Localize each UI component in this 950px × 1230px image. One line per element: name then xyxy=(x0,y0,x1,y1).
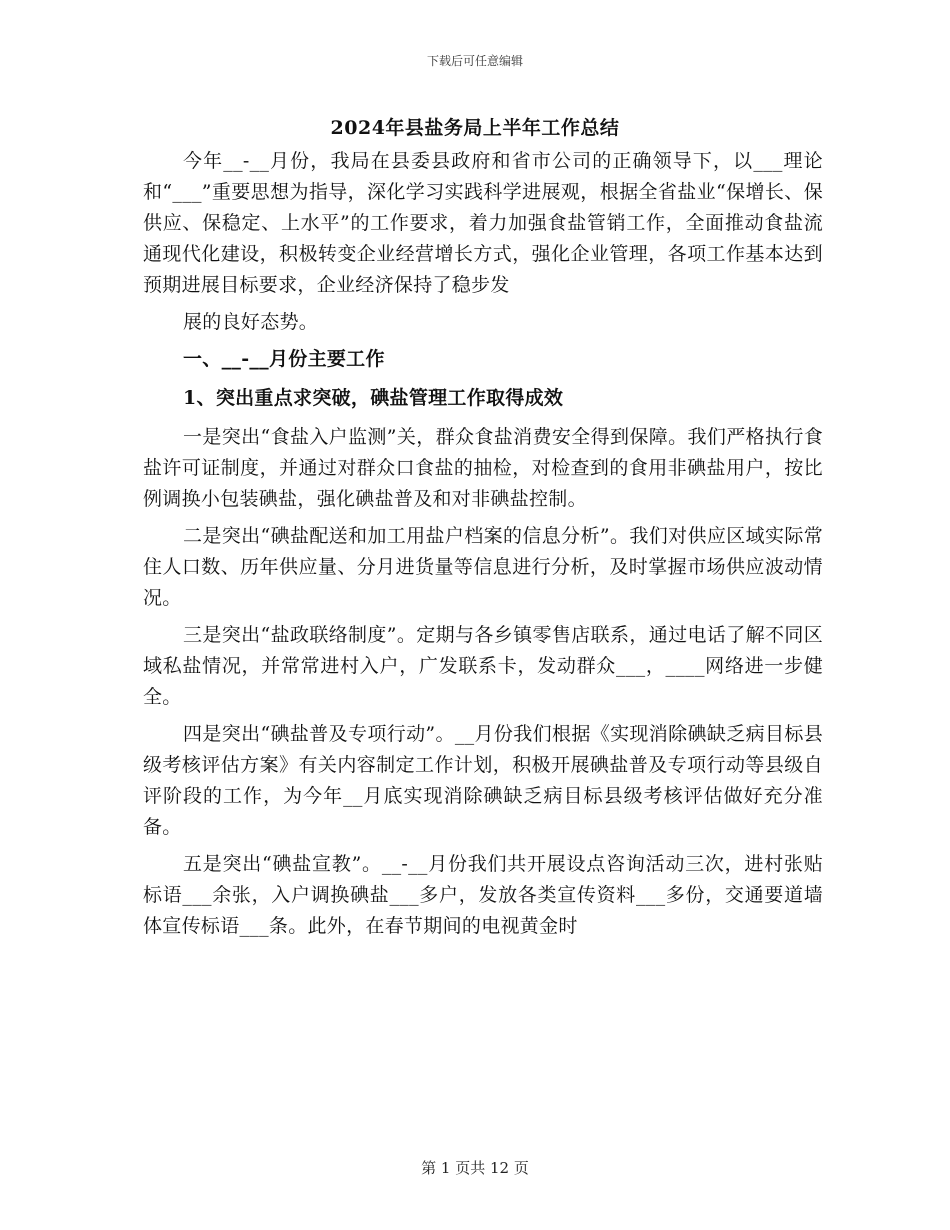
paragraph-item-3: 三是突出“盐政联络制度”。定期与各乡镇零售店联系，通过电话了解不同区域私盐情况，并常常进村入户，广发联系卡，发动群众___，____网络进一步健全。 xyxy=(143,624,823,708)
page-number-footer: 第 1 页共 12 页 xyxy=(421,1159,529,1177)
paragraph-intro-continued: 展的良好态势。 xyxy=(183,311,319,333)
section-heading: 一、__-__月份主要工作 xyxy=(183,348,385,370)
paragraph-item-2: 二是突出“碘盐配送和加工用盐户档案的信息分析”。我们对供应区域实际常住人口数、历年供应量、分月进货量等信息进行分析，及时掌握市场供应波动情况。 xyxy=(143,525,823,609)
paragraph-item-5: 五是突出“碘盐宣教”。__-__月份我们共开展设点咨询活动三次，进村张贴标语___余张，入户调换碘盐___多户，发放各类宣传资料___多份，交通要道墙体宣传标语___条。此外，在春节期间的电视黄金时 xyxy=(143,853,823,937)
header-note: 下载后可任意编辑 xyxy=(426,54,523,68)
subsection-heading: 1、突出重点求突破，碘盐管理工作取得成效 xyxy=(183,387,564,409)
paragraph-intro: 今年__-__月份，我局在县委县政府和省市公司的正确领导下，以___理论和“___”重要思想为指导，深化学习实践科学进展观，根据全省盐业“保增长、保供应、保稳定、上水平”的工作要求，着力加强食盐管销工作，全面推动食盐流通现代化建设，积极转变企业经营增长方式，强化企业管理，各项工作基本达到预期进展目标要求，企业经济保持了稳步发 xyxy=(143,150,823,296)
document-body xyxy=(143,146,823,948)
document-title: 2024年县盐务局上半年工作总结 xyxy=(330,117,620,139)
paragraph-item-4: 四是突出“碘盐普及专项行动”。__月份我们根据《实现消除碘缺乏病目标县级考核评估方案》有关内容制定工作计划，积极开展碘盐普及专项行动等县级自评阶段的工作，为今年__月底实现消除碘缺乏病目标县级考核评估做好充分准备。 xyxy=(143,723,823,838)
paragraph-item-1: 一是突出“食盐入户监测”关，群众食盐消费安全得到保障。我们严格执行食盐许可证制度，并通过对群众口食盐的抽检，对检查到的食用非碘盐用户，按比例调换小包装碘盐，强化碘盐普及和对非碘盐控制。 xyxy=(143,426,823,510)
